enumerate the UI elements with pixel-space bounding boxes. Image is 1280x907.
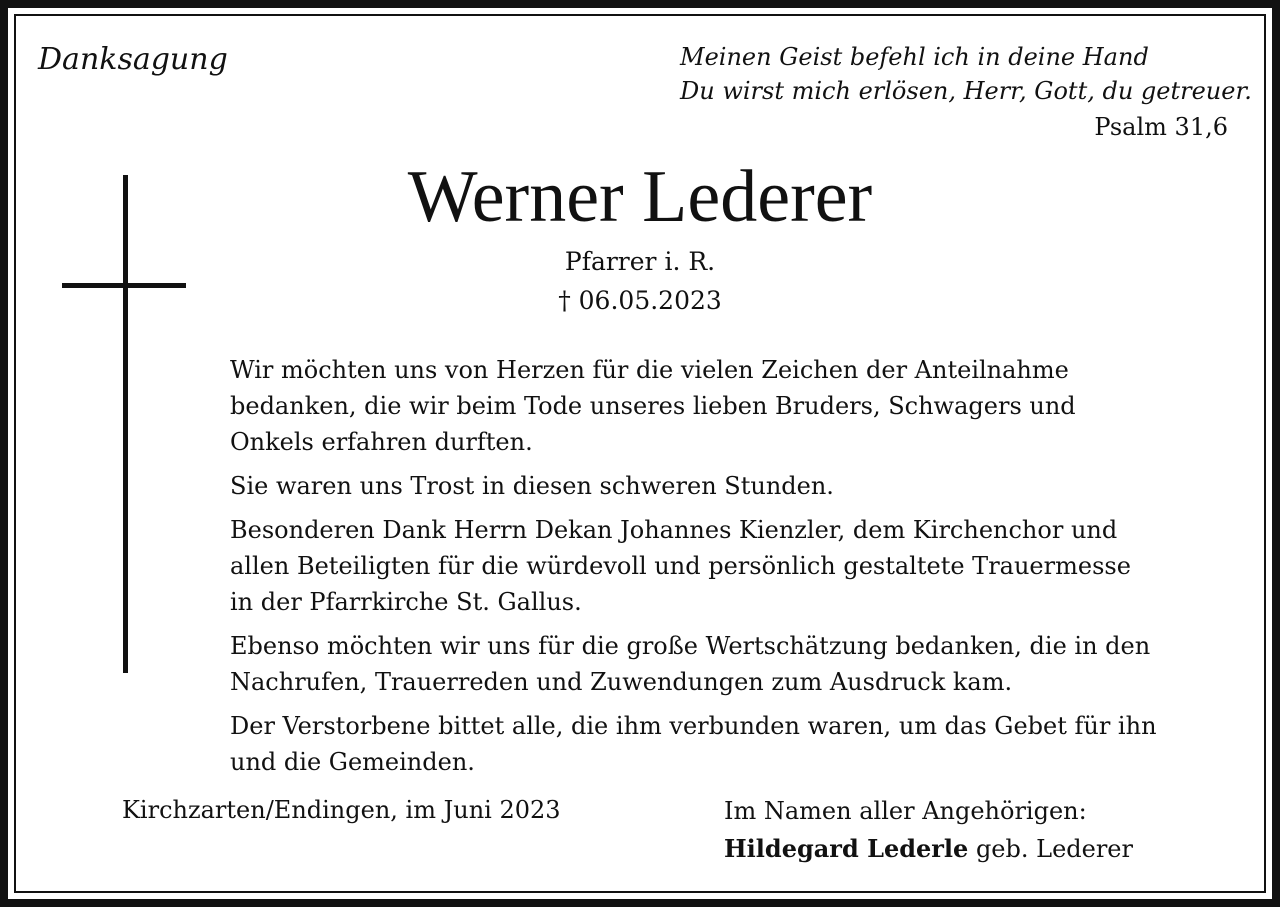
deceased-title: Pfarrer i. R. [564,247,716,276]
verse-line: Du wirst mich erlösen, Herr, Gott, du getreuer. [680,77,1252,105]
text-line: bedanken, die wir beim Tode unseres lieben Bruders, Schwagers und [230,392,1076,420]
place-and-date: Kirchzarten/Endingen, im Juni 2023 [122,796,561,824]
deceased-name: Werner Lederer [407,156,873,238]
thanks-text [230,352,1220,788]
paragraph [230,468,1220,504]
text-line: Sie waren uns Trost in diesen schweren Stunden. [230,472,834,500]
bible-verse [680,40,1252,108]
paragraph [230,512,1220,620]
text-line: Ebenso möchten wir uns für die große Wertschätzung bedanken, die in den [230,632,1151,660]
text-line: Besonderen Dank Herrn Dekan Johannes Kienzler, dem Kirchenchor und [230,516,1118,544]
verse-reference: Psalm 31,6 [1094,113,1228,141]
text-line: und die Gemeinden. [230,748,475,776]
death-date: † 06.05.2023 [558,286,722,315]
text-line: Onkels erfahren durften. [230,428,533,456]
text-line: Der Verstorbene bittet alle, die ihm verbunden waren, um das Gebet für ihn [230,712,1157,740]
paragraph [230,708,1220,780]
notice-heading: Danksagung [38,42,228,77]
verse-line: Meinen Geist befehl ich in deine Hand [680,43,1149,71]
paragraph [230,628,1220,700]
signature-block [724,792,1133,868]
text-line: Wir möchten uns von Herzen für die vielen Zeichen der Anteilnahme [230,356,1069,384]
signer-suffix: geb. Lederer [968,835,1133,863]
text-line: in der Pfarrkirche St. Gallus. [230,588,582,616]
on-behalf-text: Im Namen aller Angehörigen: [724,797,1087,825]
signer-line [724,830,1133,868]
paragraph [230,352,1220,460]
signer-name: Hildegard Lederle [724,834,969,863]
text-line: allen Beteiligten für die würdevoll und persönlich gestaltete Trauermesse [230,552,1131,580]
text-line: Nachrufen, Trauerreden und Zuwendungen zum Ausdruck kam. [230,668,1013,696]
